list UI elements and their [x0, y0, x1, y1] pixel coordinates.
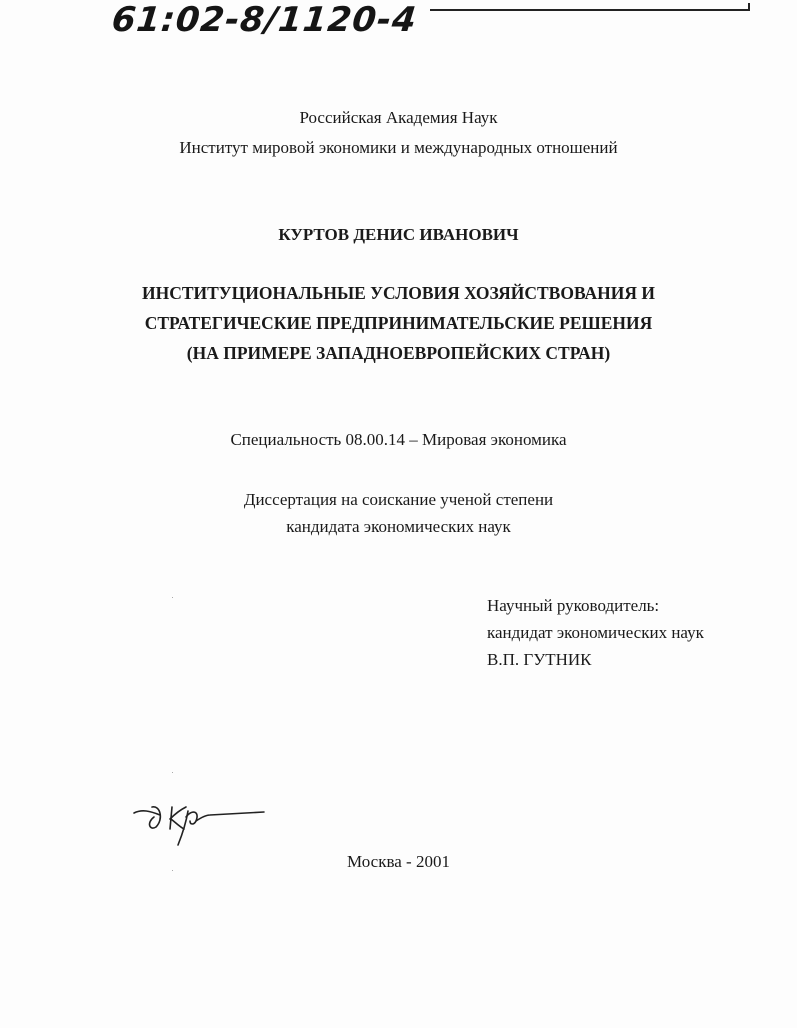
city-year: Москва - 2001	[347, 852, 450, 871]
dissertation-line-1: Диссертация на соискание ученой степени	[243, 490, 554, 509]
thesis-title-line-3: (НА ПРИМЕРЕ ЗАПАДНОЕВРОПЕЙСКИХ СТРАН)	[186, 343, 611, 363]
institute-name: Институт мировой экономики и международных отношений	[179, 138, 618, 157]
top-rule	[430, 9, 750, 11]
supervisor-name: В.П. ГУТНИК	[487, 650, 592, 669]
scan-speck	[172, 597, 173, 598]
supervisor-degree: кандидат экономических наук	[487, 623, 704, 642]
specialty: Специальность 08.00.14 – Мировая экономика	[230, 430, 567, 449]
author-name: КУРТОВ ДЕНИС ИВАНОВИЧ	[278, 225, 519, 244]
scan-speck	[172, 772, 173, 773]
dissertation-line-2: кандидата экономических наук	[286, 517, 511, 536]
academy-name: Российская Академия Наук	[299, 108, 498, 127]
top-rule-tick	[748, 3, 750, 10]
thesis-title-line-2: СТРАТЕГИЧЕСКИЕ ПРЕДПРИНИМАТЕЛЬСКИЕ РЕШЕНИЯ	[144, 313, 653, 333]
archive-code: 61:02-8/1120-4	[109, 0, 419, 40]
scan-speck	[172, 870, 173, 871]
handwritten-signature	[130, 795, 270, 847]
thesis-title-line-1: ИНСТИТУЦИОНАЛЬНЫЕ УСЛОВИЯ ХОЗЯЙСТВОВАНИЯ И	[141, 283, 656, 303]
supervisor-label: Научный руководитель:	[487, 596, 660, 615]
